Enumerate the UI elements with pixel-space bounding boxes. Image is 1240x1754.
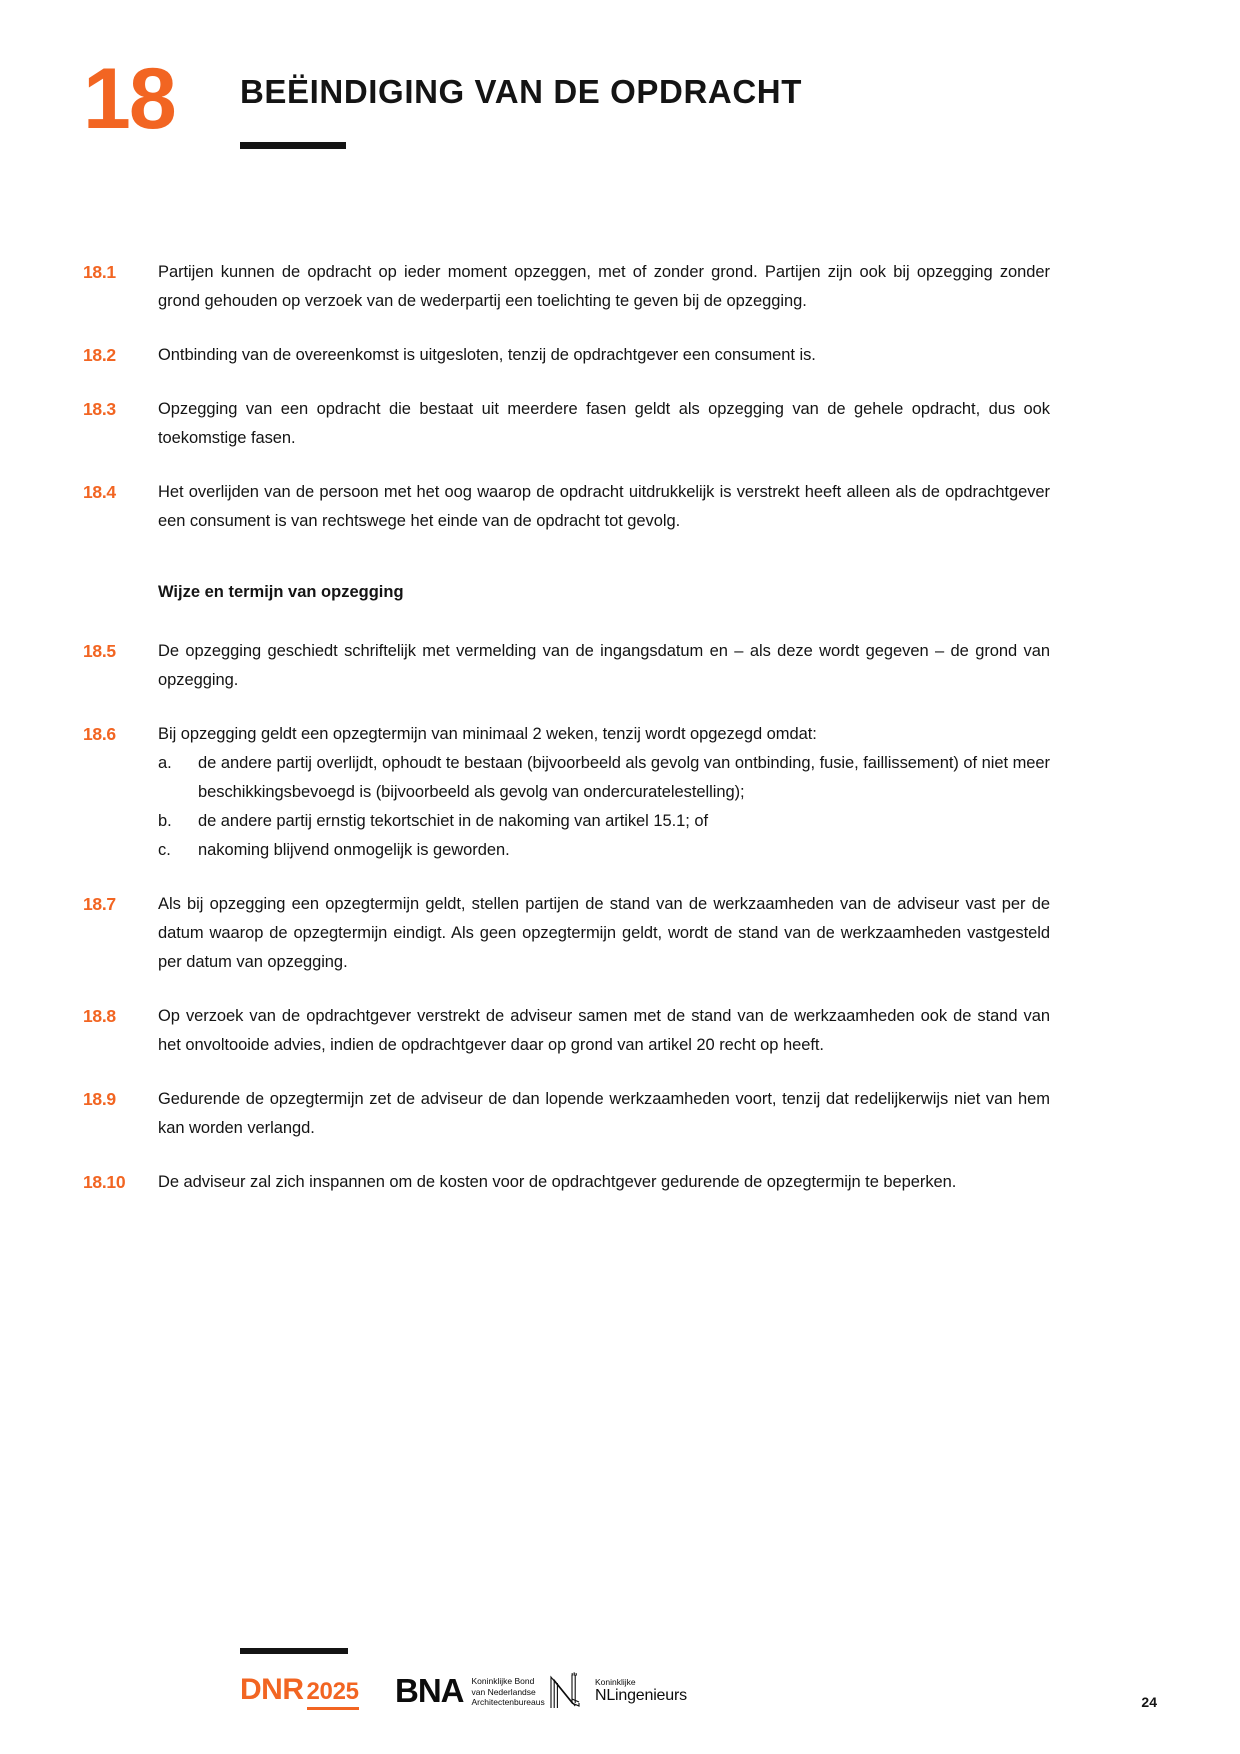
subheading-gutter <box>0 578 158 607</box>
clause-number: 18.3 <box>83 399 116 419</box>
clause-text <box>158 720 1240 865</box>
bna-logo-subtitle-line3: Architectenbureaus <box>471 1697 545 1707</box>
list-item <box>158 749 1050 807</box>
clause-number: 18.10 <box>83 1172 126 1192</box>
footer-rule <box>240 1648 348 1654</box>
clause-row <box>0 890 1240 977</box>
clause-paragraph: Gedurende de opzegtermijn zet de adviseur de dan lopende werkzaamheden voort, tenzij dat redelijkerwijs niet van hem kan worden verlangd. <box>158 1090 1050 1137</box>
list-item <box>158 836 1050 865</box>
clause-text <box>158 1168 1240 1197</box>
lettered-sub-list <box>158 749 1050 865</box>
clause-paragraph: Op verzoek van de opdrachtgever verstrekt de adviseur samen met de stand van de werkzaamheden ook de stand van het onvoltooide advies, indien de opdrachtgever daar op grond van artikel 20 recht op heeft. <box>158 1007 1050 1054</box>
list-item-marker: b. <box>158 812 172 830</box>
clause-list <box>0 258 1240 1222</box>
clause-paragraph: De adviseur zal zich inspannen om de kosten voor de opdrachtgever gedurende de opzegtermijn te beperken. <box>158 1173 957 1191</box>
page-title: BEËINDIGING VAN DE OPDRACHT <box>240 73 802 110</box>
bna-logo <box>395 1674 545 1708</box>
clause-number: 18.7 <box>83 894 116 914</box>
nlingenieurs-mark-icon <box>548 1672 588 1710</box>
bna-logo-subtitle <box>472 1674 545 1708</box>
clause-row <box>0 478 1240 536</box>
title-underline-rule <box>240 142 346 149</box>
clause-paragraph: Het overlijden van de persoon met het oog waarop de opdracht uitdrukkelijk is verstrekt heeft alleen als de opdrachtgever een consument is van rechtswege het einde van de opdracht tot gevolg. <box>158 483 1050 530</box>
dnr-logo-name: DNR <box>240 1673 304 1706</box>
section-subheading: Wijze en termijn van opzegging <box>158 583 404 601</box>
clause-text <box>158 637 1240 695</box>
page-number: 24 <box>1141 1694 1157 1710</box>
clause-number: 18.9 <box>83 1089 116 1109</box>
clause-number: 18.4 <box>83 482 116 502</box>
clause-text <box>158 395 1240 453</box>
clause-row <box>0 637 1240 695</box>
clause-text <box>158 1085 1240 1143</box>
clause-row-18-6 <box>0 720 1240 865</box>
bna-logo-subtitle-line2: van Nederlandse <box>471 1686 536 1697</box>
clause-text <box>158 1002 1240 1060</box>
bna-logo-name: BNA <box>395 1672 464 1709</box>
page-footer <box>0 1636 1240 1726</box>
clause-number: 18.5 <box>83 641 116 661</box>
clause-number: 18.1 <box>83 262 116 282</box>
clause-number: 18.8 <box>83 1006 116 1026</box>
nlingenieurs-logo <box>548 1672 687 1710</box>
clause-row <box>0 1002 1240 1060</box>
clause-paragraph: Als bij opzegging een opzegtermijn geldt, stellen partijen de stand van de werkzaamheden van de adviseur vast per de datum waarop de opzegtermijn eindigt. Als geen opzegtermijn geldt, wordt de stand van de werkzaamheden vastgesteld per datum van opzegging. <box>158 895 1050 971</box>
page-header <box>0 51 1240 172</box>
section-subheading-row <box>0 578 1240 607</box>
nlingenieurs-logo-small: Koninklijke <box>595 1677 636 1687</box>
list-item-text: de andere partij ernstig tekortschiet in de nakoming van artikel 15.1; of <box>198 812 708 830</box>
dnr-logo-year-wrap <box>307 1680 359 1710</box>
dnr-logo-year-underline <box>307 1707 359 1710</box>
clause-number: 18.2 <box>83 345 116 365</box>
clause-paragraph: Partijen kunnen de opdracht op ieder moment opzeggen, met of zonder grond. Partijen zijn ook bij opzegging zonder grond gehouden op verzoek van de wederpartij een toelichting te geven bij de opzegging. <box>158 263 1050 310</box>
clause-row <box>0 395 1240 453</box>
dnr-logo-year: 2025 <box>306 1678 359 1705</box>
clause-text <box>158 258 1240 316</box>
list-item-marker: c. <box>158 841 171 859</box>
bna-logo-subtitle-line1: Koninklijke Bond <box>471 1676 535 1686</box>
clause-paragraph: Ontbinding van de overeenkomst is uitgesloten, tenzij de opdrachtgever een consument is. <box>158 346 816 364</box>
clause-text <box>158 341 1240 370</box>
clause-paragraph: Opzegging van een opdracht die bestaat uit meerdere fasen geldt als opzegging van de gehele opdracht, dus ook toekomstige fasen. <box>158 400 1050 447</box>
clause-text <box>158 890 1240 977</box>
list-item-marker: a. <box>158 754 172 772</box>
clause-row <box>0 258 1240 316</box>
list-item-text: de andere partij overlijdt, ophoudt te bestaan (bijvoorbeeld als gevolg van ontbinding, fusie, faillissement) of niet meer beschikkingsbevoegd is (bijvoorbeeld als gevolg van ondercuratelestelling); <box>198 754 1050 801</box>
clause-lead-in: Bij opzegging geldt een opzegtermijn van minimaal 2 weken, tenzij wordt opgezegd omdat: <box>158 725 817 743</box>
nlingenieurs-wordmark <box>595 1677 687 1705</box>
list-item <box>158 807 1050 836</box>
clause-row <box>0 1085 1240 1143</box>
clause-row <box>0 1168 1240 1197</box>
list-item-text: nakoming blijvend onmogelijk is geworden. <box>198 841 510 859</box>
clause-text <box>158 478 1240 536</box>
clause-row <box>0 341 1240 370</box>
dnr-logo <box>240 1675 359 1710</box>
clause-paragraph: De opzegging geschiedt schriftelijk met vermelding van de ingangsdatum en – als deze wordt gegeven – de grond van opzegging. <box>158 642 1050 689</box>
nlingenieurs-logo-big: NLingenieurs <box>595 1687 687 1704</box>
clause-number: 18.6 <box>83 724 116 744</box>
chapter-number: 18 <box>83 51 175 147</box>
